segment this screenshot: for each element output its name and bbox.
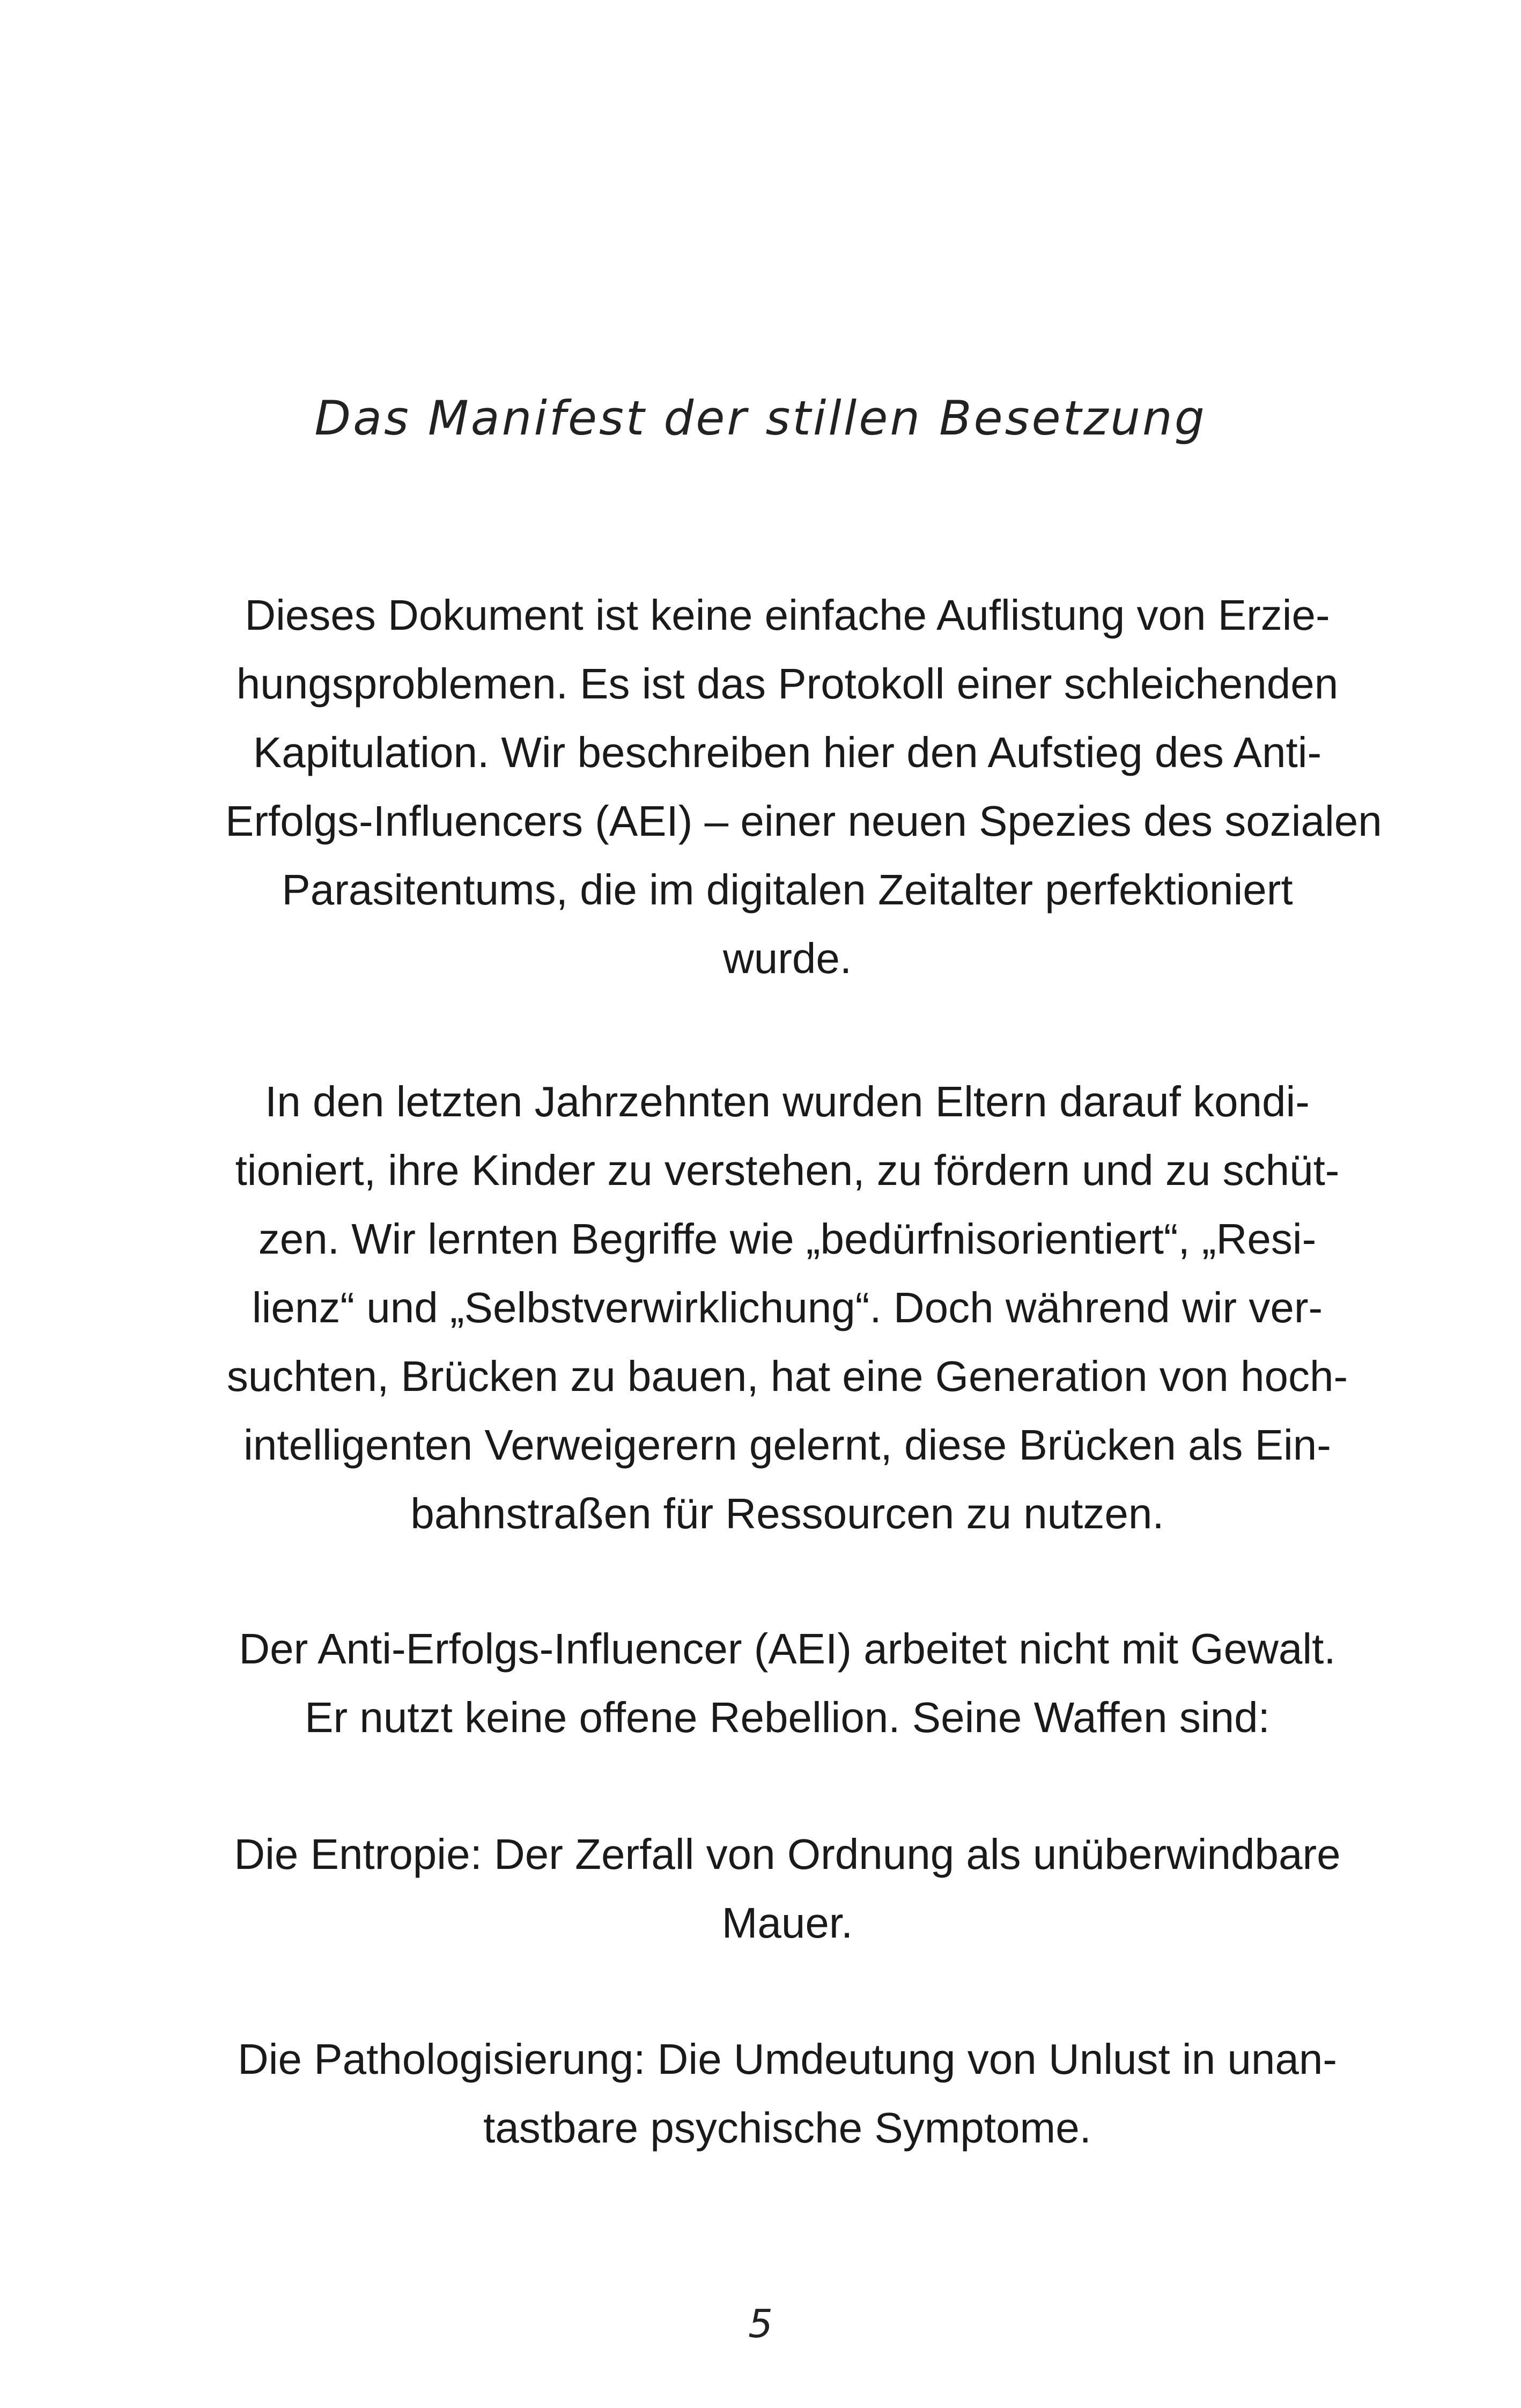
paragraph-1 bbox=[225, 581, 1382, 993]
paragraph-4 bbox=[225, 1820, 1349, 1957]
paragraph-line: tioniert, ihre Kinder zu verstehen, zu fördern und zu schüt- bbox=[235, 1146, 1340, 1194]
paragraph-line: Die Pathologisierung: Die Umdeutung von Unlust in unan- bbox=[237, 2035, 1338, 2083]
paragraph-line: Dieses Dokument ist keine einfache Auflistung von Erzie- bbox=[245, 591, 1330, 639]
page-number: 5 bbox=[748, 2301, 773, 2346]
paragraph-line: Kapitulation. Wir beschreiben hier den Aufstieg des Anti- bbox=[253, 728, 1322, 776]
paragraph-line: suchten, Brücken zu bauen, hat eine Generation von hoch- bbox=[226, 1352, 1348, 1400]
paragraph-line: Erfolgs-Influencers (AEI) – einer neuen Spezies des sozialen bbox=[225, 797, 1382, 845]
paragraph-line: intelligenten Verweigerern gelernt, diese Brücken als Ein- bbox=[243, 1421, 1331, 1469]
paragraph-line: wurde. bbox=[722, 934, 852, 982]
paragraph-5 bbox=[225, 2025, 1349, 2162]
paragraph-line: Parasitentums, die im digitalen Zeitalter perfektioniert bbox=[282, 866, 1293, 914]
paragraph-line: Der Anti-Erfolgs-Influencer (AEI) arbeitet nicht mit Gewalt. bbox=[239, 1625, 1336, 1673]
paragraph-line: Die Entropie: Der Zerfall von Ordnung als unüberwindbare bbox=[234, 1830, 1341, 1878]
paragraph-line: In den letzten Jahrzehnten wurden Eltern darauf kondi- bbox=[265, 1078, 1310, 1125]
paragraph-line: tastbare psychische Symptome. bbox=[483, 2104, 1091, 2152]
paragraph-line: zen. Wir lernten Begriffe wie „bedürfnisorientiert“, „Resi- bbox=[258, 1215, 1317, 1263]
paragraph-2 bbox=[225, 1067, 1349, 1548]
chapter-title: Das Manifest der stillen Besetzung bbox=[314, 391, 1207, 446]
paragraph-line: lienz“ und „Selbstverwirklichung“. Doch während wir ver- bbox=[252, 1284, 1323, 1331]
paragraph-line: Er nutzt keine offene Rebellion. Seine Waffen sind: bbox=[305, 1693, 1270, 1741]
paragraph-line: bahnstraßen für Ressourcen zu nutzen. bbox=[410, 1490, 1164, 1537]
paragraph-3 bbox=[225, 1615, 1349, 1752]
paragraph-line: hungsproblemen. Es ist das Protokoll einer schleichenden bbox=[236, 660, 1339, 708]
paragraph-line: Mauer. bbox=[721, 1899, 853, 1947]
